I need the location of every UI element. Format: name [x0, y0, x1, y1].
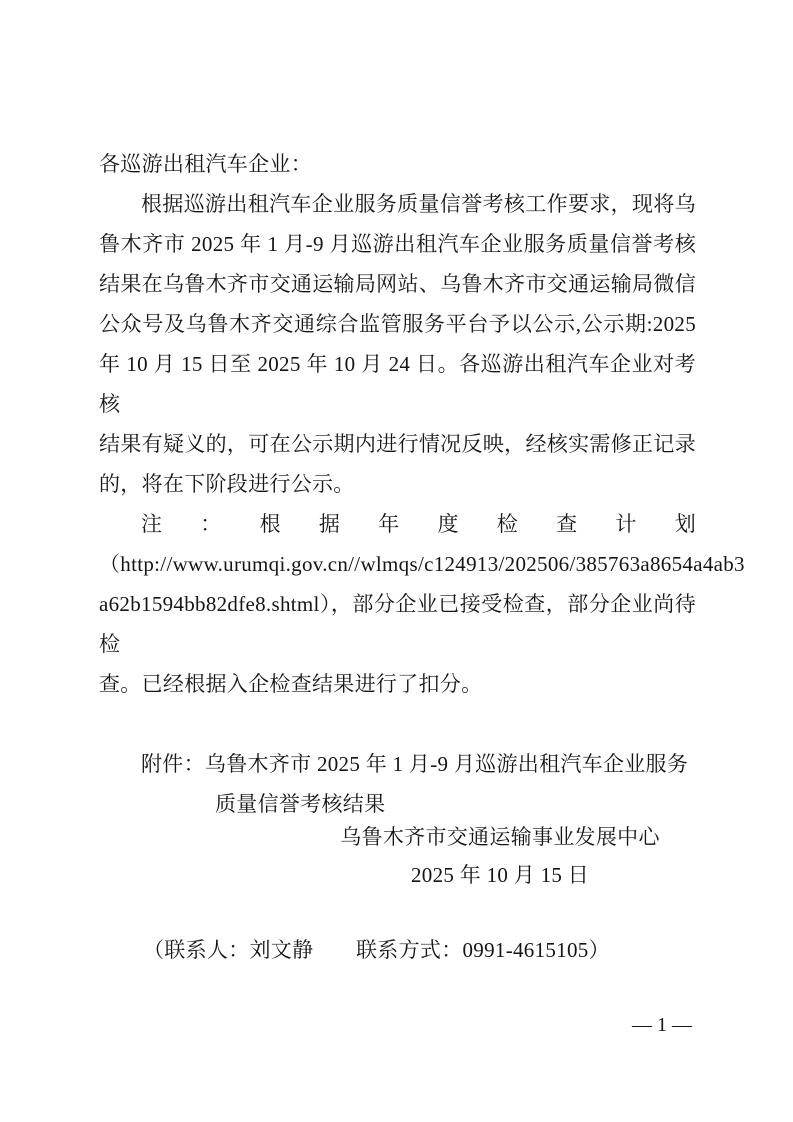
text-line: 结果有疑义的，可在公示期内进行情况反映，经核实需修正记录	[99, 432, 696, 456]
text-line: 的，将在下阶段进行公示。	[99, 472, 355, 496]
text-line: 查。已经根据入企检查结果进行了扣分。	[99, 672, 483, 696]
salutation: 各巡游出租汽车企业：	[99, 152, 312, 176]
attachment-line-1: 附件：乌鲁木齐市 2025 年 1 月-9 月巡游出租汽车企业服务	[141, 752, 689, 776]
text-line: 公众号及乌鲁木齐交通综合监管服务平台予以公示,公示期:2025	[99, 312, 696, 336]
text-line: a62b1594bb82dfe8.shtml），部分企业已接受检查，部分企业尚待检	[99, 592, 696, 656]
text-line: 鲁木齐市 2025 年 1 月-9 月巡游出租汽车企业服务质量信誉考核	[99, 232, 696, 256]
text-line: 年 10 月 15 日至 2025 年 10 月 24 日。各巡游出租汽车企业对考核	[99, 352, 696, 416]
text-line: 根据巡游出租汽车企业服务质量信誉考核工作要求，现将乌	[141, 192, 696, 216]
signature-date: 2025 年 10 月 15 日	[410, 863, 590, 887]
signature-organization: 乌鲁木齐市交通运输事业发展中心	[340, 825, 660, 849]
contact-line: （联系人：刘文静 联系方式：0991-4615105）	[143, 938, 610, 962]
text-line: 结果在乌鲁木齐市交通运输局网站、乌鲁木齐市交通运输局微信	[99, 272, 696, 296]
text-line: 注：根据年度检查计划	[141, 512, 696, 536]
attachment-block	[99, 744, 696, 824]
note-paragraph	[99, 504, 745, 704]
page-number: — 1 —	[632, 1014, 692, 1036]
signature-block	[300, 818, 700, 894]
main-paragraph	[99, 184, 696, 504]
text-line: （http://www.urumqi.gov.cn//wlmqs/c124913/202506/385763a8654a4ab3	[99, 552, 745, 576]
document-body	[99, 144, 745, 824]
attachment-line-2: 质量信誉考核结果	[215, 792, 386, 816]
